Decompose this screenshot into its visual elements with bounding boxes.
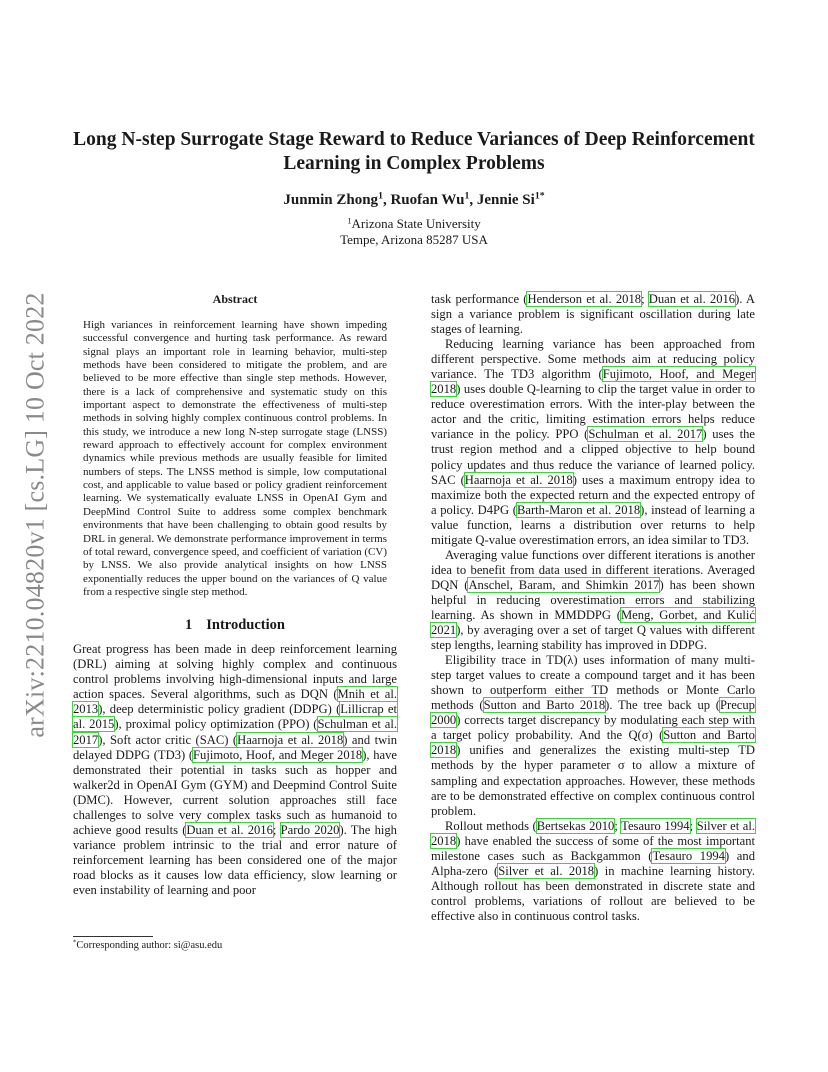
- footnote-text: Corresponding author: si@asu.edu: [76, 940, 223, 951]
- author-mark: 1: [378, 190, 383, 202]
- text-run: Great progress has been made in deep reinforcement learning (DRL) aiming at solving highly complex and continuous control problems involving high-dimensional inputs and large action spaces. Several algorithms, such as DQN (: [73, 642, 397, 702]
- citation-link[interactable]: Barth-Maron et al. 2018: [516, 502, 641, 517]
- text-run: ;: [641, 292, 649, 306]
- text-run: ) have enabled the success of some of the most important milestone cases such as Backgammon (: [431, 833, 755, 863]
- text-run: ). The high variance problem intrinsic to the trial and error nature of reinforcement learning has been considered one of the major road blocks as it causes low data efficiency, slow learning or even instability of learning and poor: [73, 822, 397, 897]
- footnote-divider: [73, 936, 153, 937]
- citation-link[interactable]: Tesauro 1994: [652, 848, 725, 863]
- text-run: ) and twin delayed DDPG (TD3) (: [73, 732, 397, 762]
- right-paragraph-1: [431, 292, 755, 337]
- citation-link[interactable]: Duan et al. 2016: [186, 822, 273, 837]
- author-list: Junmin Zhong$^1$, Ruofan Wu$^1$, Jennie $Si^{1*}$: [283, 190, 545, 208]
- author-mark: 1*: [534, 190, 545, 202]
- citation-link[interactable]: Henderson et al. 2018: [527, 292, 642, 306]
- right-paragraph-3: [431, 548, 755, 653]
- author-name: Ruofan Wu: [390, 192, 465, 208]
- citation-link[interactable]: Lillicrap et al. 2015: [73, 702, 397, 732]
- citation-link[interactable]: Sutton and Barto 2018: [483, 698, 606, 713]
- paper-title: Long N-step Surrogate Stage Reward to Reduce Variances of Deep Reinforcement Learning in Complex Problems: [73, 129, 755, 174]
- section-title: Introduction: [206, 617, 285, 634]
- right-column: [431, 292, 755, 924]
- text-run: ;: [272, 822, 281, 837]
- footnote-mark: *: [73, 939, 77, 947]
- text-run: ) in machine learning history. Although rollout has been demonstrated in discrete state and control problems, variations of rollout are believed to be effective also in continuous control tasks.: [431, 863, 755, 923]
- text-run: ) has been shown helpful in reducing overestimation errors and stabilizing learning. As shown in MMDDPG (: [431, 577, 755, 622]
- right-paragraph-5: [431, 819, 755, 924]
- citation-link[interactable]: Tesauro 1994: [621, 818, 690, 833]
- text-run: ), have demonstrated their potential in tasks such as hopper and walker2d in OpenAI Gym (GYM) and Deepmind Control Suite (DMC). However, current solution approaches still face challenges to solve very complex tasks such as humanoid to achieve good results (: [73, 747, 397, 837]
- affiliation: [60, 216, 768, 248]
- text-run: ), instead of learning a value function, learns a distribution over returns to help mitigate Q-value overestimation errors, an idea similar to TD3.: [431, 502, 755, 547]
- section-heading-introduction: [73, 617, 397, 634]
- left-column: [73, 292, 397, 898]
- citation-link[interactable]: Fujimoto, Hoof, and Meger 2018: [431, 367, 755, 397]
- citation-link[interactable]: Fujimoto, Hoof, and Meger 2018: [193, 747, 363, 762]
- citation-link[interactable]: Pardo 2020: [280, 822, 340, 837]
- text-run: ), Soft actor critic (SAC) (: [98, 732, 238, 747]
- text-run: task performance (: [431, 292, 528, 306]
- intro-paragraph: [73, 642, 397, 898]
- abstract-heading: Abstract: [212, 292, 258, 306]
- citation-link[interactable]: Schulman et al. 2017: [588, 427, 703, 442]
- text-run: ). A sign a variance problem is significant oscillation during late stages of learning.: [431, 292, 756, 337]
- text-run: ), by averaging over a set of target Q values with different step lengths, learning stability has improved in DDPG.: [431, 623, 755, 653]
- footnote: [73, 940, 222, 951]
- right-paragraph-4: [431, 653, 755, 819]
- citation-link[interactable]: Meng, Gorbet, and Kulić 2021: [431, 607, 755, 638]
- text-run: ) uses double Q-learning to clip the target value in order to reduce overestimation errors. With the inter-play between the actor and the critic, limiting estimation errors helps reduce variance in the policy. PPO (: [431, 382, 755, 442]
- text-run: ), proximal policy optimization (PPO) (: [114, 717, 318, 732]
- text-run: ) corrects target discrepancy by modulating each step with a target policy probability. And the Q(σ) (: [431, 713, 755, 743]
- affiliation-location: Tempe, Arizona 85287 USA: [340, 232, 488, 247]
- citation-link[interactable]: Silver et al. 2018: [498, 863, 595, 878]
- citation-link[interactable]: Mnih et al. 2013: [73, 687, 397, 717]
- text-run: Reducing learning variance has been approached from different perspective. Some methods aim at reducing policy variance. The TD3 algorithm (: [431, 337, 755, 382]
- citation-link[interactable]: Duan et al. 2016: [648, 292, 736, 306]
- author-name: Junmin Zhong: [283, 192, 379, 208]
- right-paragraph-2: [431, 337, 755, 548]
- arxiv-side-stamp: [10, 290, 62, 740]
- abstract-text: High variances in reinforcement learning have shown impeding successful convergence and hurting task performance. As reward signal plays an important role in learning behavior, multi-step methods have been considered to mitigate the problem, and are believed to be more effective than single step methods. However, there is a lack of comprehensive and systematic study on this important aspect to demonstrate the effectiveness of multi-step methods in solving highly complex continuous control problems. In this study, we introduce a new long N-step surrogate stage (LNSS) reward approach to effectively account for complex environment dynamics while previous methods are usually feasible for limited numbers of steps. The LNSS method is simple, low computational cost, and applicable to value based or policy gradient reinforcement learning. We systematically evaluate LNSS in OpenAI Gym and DeepMind Control Suite to address some complex benchmark environments that have been challenging to obtain good results by DRL in general. We demonstrate performance improvement in terms of total reward, convergence speed, and coefficient of variation (CV) by LNSS. We also provide analytical insights on how LNSS exponentially reduces the upper bound on the variances of Q value from a respective single step method.: [83, 319, 387, 598]
- author-name: Jennie Si: [476, 192, 535, 208]
- text-run: ;: [689, 818, 697, 833]
- text-run: ). The tree back up (: [605, 698, 720, 713]
- citation-link[interactable]: Schulman et al. 2017: [73, 717, 398, 747]
- text-run: Rollout methods (: [445, 818, 537, 833]
- text-run: ) and Alpha-zero (: [431, 848, 755, 878]
- section-number: 1: [185, 617, 193, 634]
- text-run: ) uses a maximum entropy idea to maximize both the expected return and the expected entropy of a policy. D4PG (: [431, 472, 755, 517]
- text-run: ;: [614, 818, 622, 833]
- citation-link[interactable]: Anschel, Baram, and Shimkin 2017: [468, 577, 660, 592]
- text-run: ), deep deterministic policy gradient (DDPG) (: [98, 702, 341, 717]
- citation-link[interactable]: Silver et al. 2018: [431, 818, 755, 848]
- affiliation-university: Arizona State University: [351, 216, 481, 231]
- citation-link[interactable]: Bertsekas 2010: [536, 818, 615, 833]
- arxiv-identifier: arXiv:2210.04820v1 [cs.LG] 10 Oct 2022: [21, 292, 51, 738]
- citation-link[interactable]: Haarnoja et al. 2018: [464, 472, 573, 487]
- affiliation-mark: 1: [347, 215, 352, 226]
- citation-link[interactable]: Precup 2000: [431, 698, 755, 728]
- text-run: ) unifies and generalizes the existing multi-step TD methods by the hyper parameter σ to allow a mixture of sampling and expectation approaches. However, these methods are to be demonstrated effective on complex continuous control problem.: [431, 743, 755, 818]
- citation-link[interactable]: Sutton and Barto 2018: [431, 728, 755, 758]
- author-mark: 1: [464, 190, 470, 202]
- citation-link[interactable]: Haarnoja et al. 2018: [237, 732, 344, 747]
- text-run: Averaging value functions over different iterations is another idea to benefit from data used in different iterations. Averaged DQN (: [431, 547, 755, 592]
- text-run: ) uses the trust region method and a clipped objective to help bound policy updates and thus reduce the variance of learned policy. SAC (: [431, 427, 755, 487]
- text-run: Eligibility trace in TD(λ) uses information of many multi-step target values to create a compound target and it has been shown to outperform either TD methods or Monte Carlo methods (: [431, 653, 755, 713]
